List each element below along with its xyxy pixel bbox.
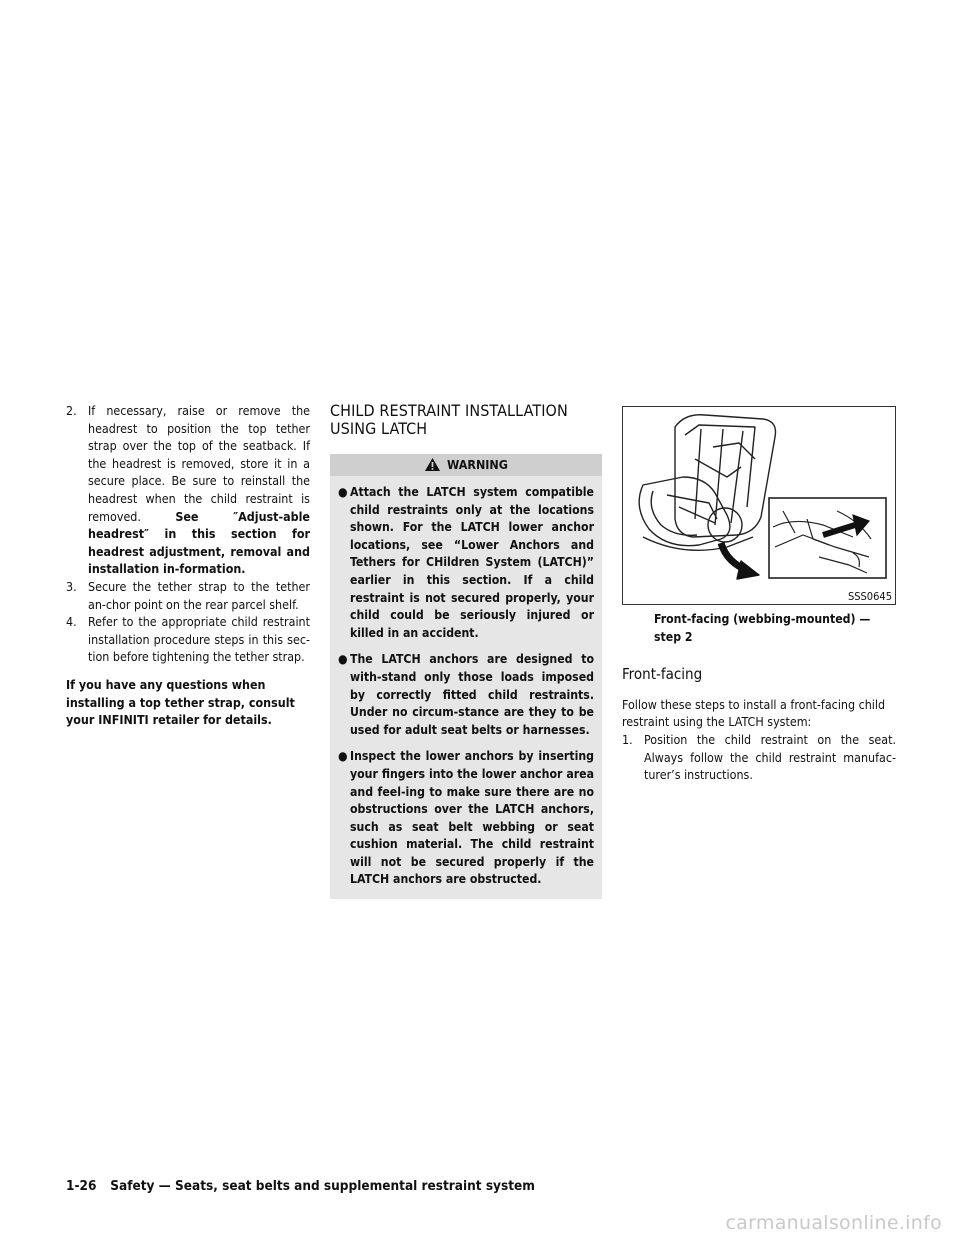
- front-facing-steps: [622, 731, 896, 784]
- warning-box: [330, 454, 602, 899]
- warning-list: [330, 484, 602, 889]
- bullet: ●: [338, 485, 348, 499]
- warning-triangle-icon: [424, 457, 441, 472]
- child-seat-latch-illustration: [623, 407, 895, 604]
- footer-title: Safety — Seats, seat belts and supplemental restraint system: [110, 1178, 535, 1194]
- subsection-heading: Front-facing: [622, 665, 703, 684]
- warning-text: Inspect the lower anchors by inserting your fingers into the lower anchor area and feel-ing to make sure there are no obstructions over the LATCH anchors, such as seat belt webbing or seat cushion material. The child restraint will not be secured properly if the LATCH anchors are obstructed.: [350, 749, 594, 887]
- intro-text: Follow these steps to install a front-facing child restraint using the LATCH system:: [622, 696, 886, 730]
- warning-text: Attach the LATCH system compatible child restraints only at the locations shown. For the LATCH lower anchor locations, see “Lower Anchors and Tethers for CHildren System (LATCH)” earlier in this section. If a child restraint is not secured properly, your child could be seriously injured or killed in an accident.: [350, 485, 594, 640]
- step-text: Refer to the appropriate child restraint installation procedure steps in this sec-tion before tightening the tether strap.: [88, 614, 310, 665]
- section-heading: CHILD RESTRAINT INSTALLATION USING LATCH: [330, 401, 568, 438]
- step-number: 3.: [66, 578, 77, 594]
- step-number: 1.: [622, 731, 633, 747]
- figure-frame: [622, 406, 896, 605]
- step-item: [66, 613, 310, 666]
- warning-header: [330, 454, 602, 476]
- cross-reference: See ″Adjust-able headrest″ in this section for headrest adjustment, removal and installation in-formation.: [88, 508, 310, 577]
- step-number: 4.: [66, 614, 77, 630]
- watermark: carmanualsonline.info: [725, 1212, 942, 1234]
- warning-item: [338, 484, 594, 642]
- warning-item: [338, 651, 594, 739]
- left-column: [66, 402, 310, 729]
- step-text: Position the child restraint on the seat. Always follow the child restraint manufac-turer’s instructions.: [644, 731, 896, 783]
- step-text: Secure the tether strap to the tether an-chor point on the rear parcel shelf.: [88, 578, 310, 612]
- tether-steps-list: [66, 402, 310, 666]
- bullet: ●: [338, 749, 348, 764]
- retailer-note: If you have any questions when installing a top tether strap, consult your INFINITI retailer for details.: [66, 676, 295, 728]
- warning-item: [338, 748, 594, 889]
- warning-title: WARNING: [446, 457, 508, 472]
- step-item: [66, 578, 310, 613]
- bullet: ●: [338, 652, 348, 667]
- figure-caption: Front-facing (webbing-mounted) — step 2: [654, 612, 871, 644]
- middle-column: [330, 402, 602, 899]
- right-column: [622, 406, 896, 784]
- warning-text: The LATCH anchors are designed to with-stand only those loads imposed by correctly fitted child restraints. Under no circum-stance are they to be used for adult seat belts or harnesses.: [350, 652, 594, 737]
- page-number: 1-26: [66, 1178, 97, 1194]
- step-item: [622, 731, 896, 784]
- step-number: 2.: [66, 403, 77, 418]
- page-footer: [66, 1178, 535, 1194]
- step-text: If necessary, raise or remove the headrest to position the top tether strap over the top of the seatback. If the headrest is removed, store it in a secure place. Be sure to reinstall the headrest when the child restraint is removed.: [88, 403, 310, 524]
- step-item: [66, 402, 310, 578]
- figure-code: SSS0645: [847, 590, 892, 603]
